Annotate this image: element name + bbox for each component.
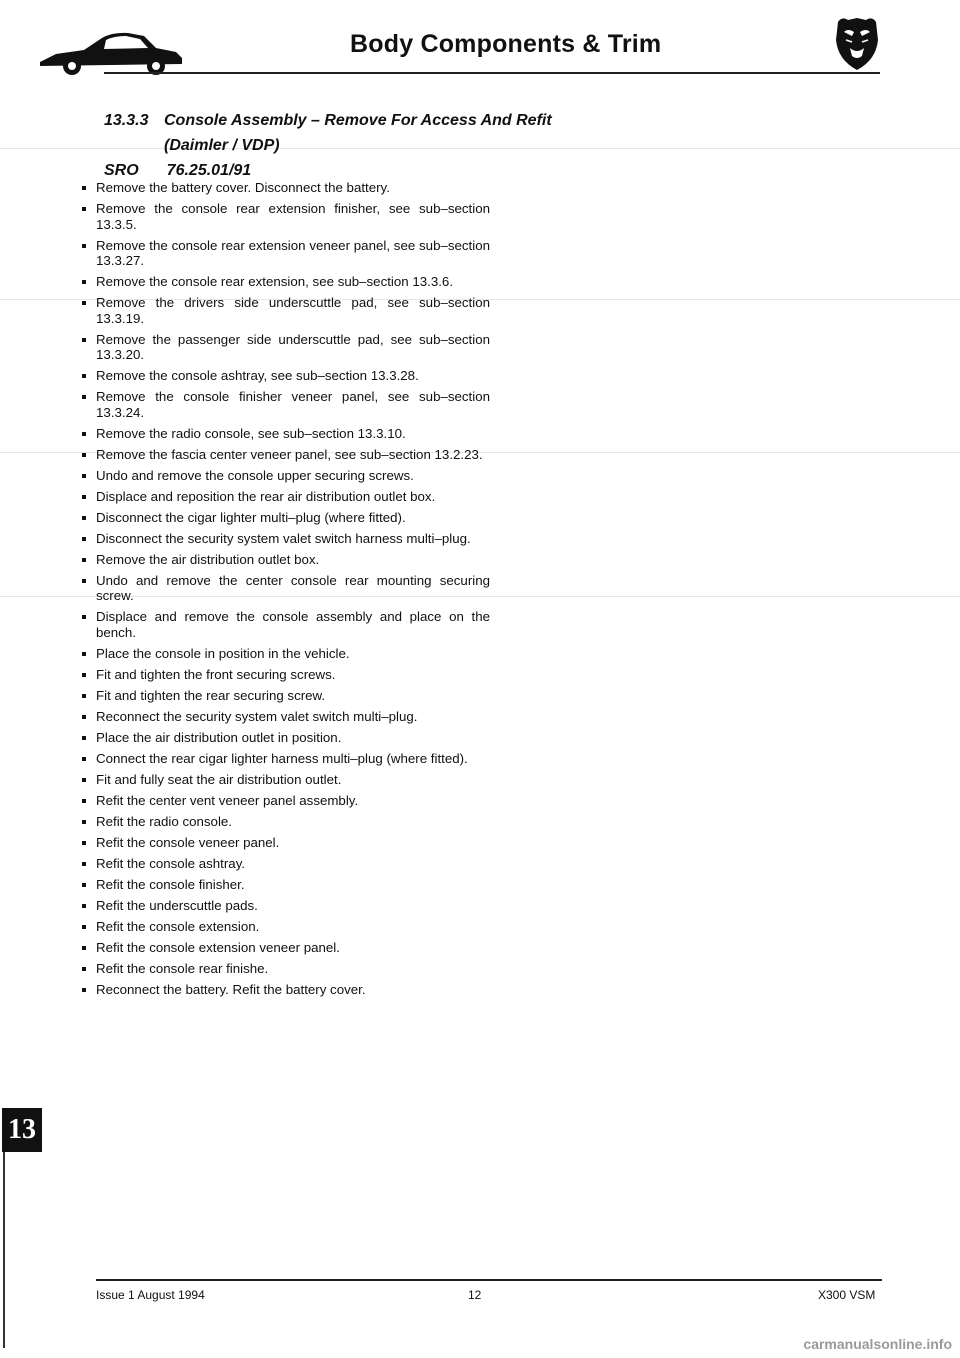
- header-rule: [104, 72, 880, 74]
- footer-manual-id: X300 VSM: [818, 1288, 876, 1302]
- car-silhouette-icon: [36, 22, 186, 77]
- list-item: Remove the console ashtray, see sub–section 13.3.28.: [82, 368, 490, 384]
- list-item: Remove the console rear extension finisher, see sub–section 13.3.5.: [82, 201, 490, 232]
- list-item: Reconnect the security system valet switch multi–plug.: [82, 709, 490, 725]
- sro-line: [104, 162, 251, 180]
- list-item: Remove the battery cover. Disconnect the battery.: [82, 180, 490, 196]
- list-item: Remove the console rear extension veneer panel, see sub–section 13.3.27.: [82, 238, 490, 269]
- list-item: Place the air distribution outlet in position.: [82, 730, 490, 746]
- footer-issue: Issue 1 August 1994: [96, 1288, 205, 1302]
- list-item: Refit the console veneer panel.: [82, 835, 490, 851]
- list-item: Connect the rear cigar lighter harness multi–plug (where fitted).: [82, 751, 490, 767]
- list-item: Remove the passenger side underscuttle pad, see sub–section 13.3.20.: [82, 332, 490, 363]
- list-item: Remove the console rear extension, see sub–section 13.3.6.: [82, 274, 490, 290]
- jaguar-head-icon: [832, 14, 882, 74]
- chapter-tab-number: 13: [8, 1114, 36, 1145]
- list-item: Displace and reposition the rear air distribution outlet box.: [82, 489, 490, 505]
- watermark-text: carmanualsonline.info: [803, 1336, 952, 1352]
- sro-value: 76.25.01/91: [166, 162, 252, 179]
- list-item: Refit the console extension veneer panel.: [82, 940, 490, 956]
- list-item: Refit the console rear finishe.: [82, 961, 490, 977]
- page-header-title: Body Components & Trim: [350, 30, 662, 58]
- list-item: Disconnect the cigar lighter multi–plug (where fitted).: [82, 510, 490, 526]
- list-item: Refit the center vent veneer panel assembly.: [82, 793, 490, 809]
- list-item: Remove the fascia center veneer panel, see sub–section 13.2.23.: [82, 447, 490, 463]
- sro-label: SRO: [104, 162, 139, 179]
- list-item: Reconnect the battery. Refit the battery cover.: [82, 982, 490, 998]
- left-margin-rule: [3, 1152, 5, 1348]
- chapter-tab: [2, 1108, 42, 1152]
- list-item: Refit the console finisher.: [82, 877, 490, 893]
- footer-page-number: 12: [468, 1288, 482, 1302]
- list-item: Undo and remove the center console rear mounting securing screw.: [82, 573, 490, 604]
- procedure-steps: [82, 180, 490, 1003]
- section-title: Console Assembly – Remove For Access And Refit (Daimler / VDP): [164, 112, 552, 154]
- list-item: Refit the console extension.: [82, 919, 490, 935]
- list-item: Undo and remove the console upper securing screws.: [82, 468, 490, 484]
- list-item: Remove the radio console, see sub–section 13.3.10.: [82, 426, 490, 442]
- list-item: Refit the underscuttle pads.: [82, 898, 490, 914]
- list-item: Remove the drivers side underscuttle pad, see sub–section 13.3.19.: [82, 295, 490, 326]
- list-item: Refit the radio console.: [82, 814, 490, 830]
- footer-rule: [96, 1279, 882, 1281]
- section-number: 13.3.3: [104, 112, 149, 129]
- list-item: Fit and tighten the rear securing screw.: [82, 688, 490, 704]
- list-item: Fit and fully seat the air distribution outlet.: [82, 772, 490, 788]
- list-item: Disconnect the security system valet switch harness multi–plug.: [82, 531, 490, 547]
- list-item: Place the console in position in the vehicle.: [82, 646, 490, 662]
- page-header: [0, 0, 960, 80]
- list-item: Remove the air distribution outlet box.: [82, 552, 490, 568]
- list-item: Displace and remove the console assembly and place on the bench.: [82, 609, 490, 640]
- list-item: Fit and tighten the front securing screws.: [82, 667, 490, 683]
- list-item: Remove the console finisher veneer panel, see sub–section 13.3.24.: [82, 389, 490, 420]
- list-item: Refit the console ashtray.: [82, 856, 490, 872]
